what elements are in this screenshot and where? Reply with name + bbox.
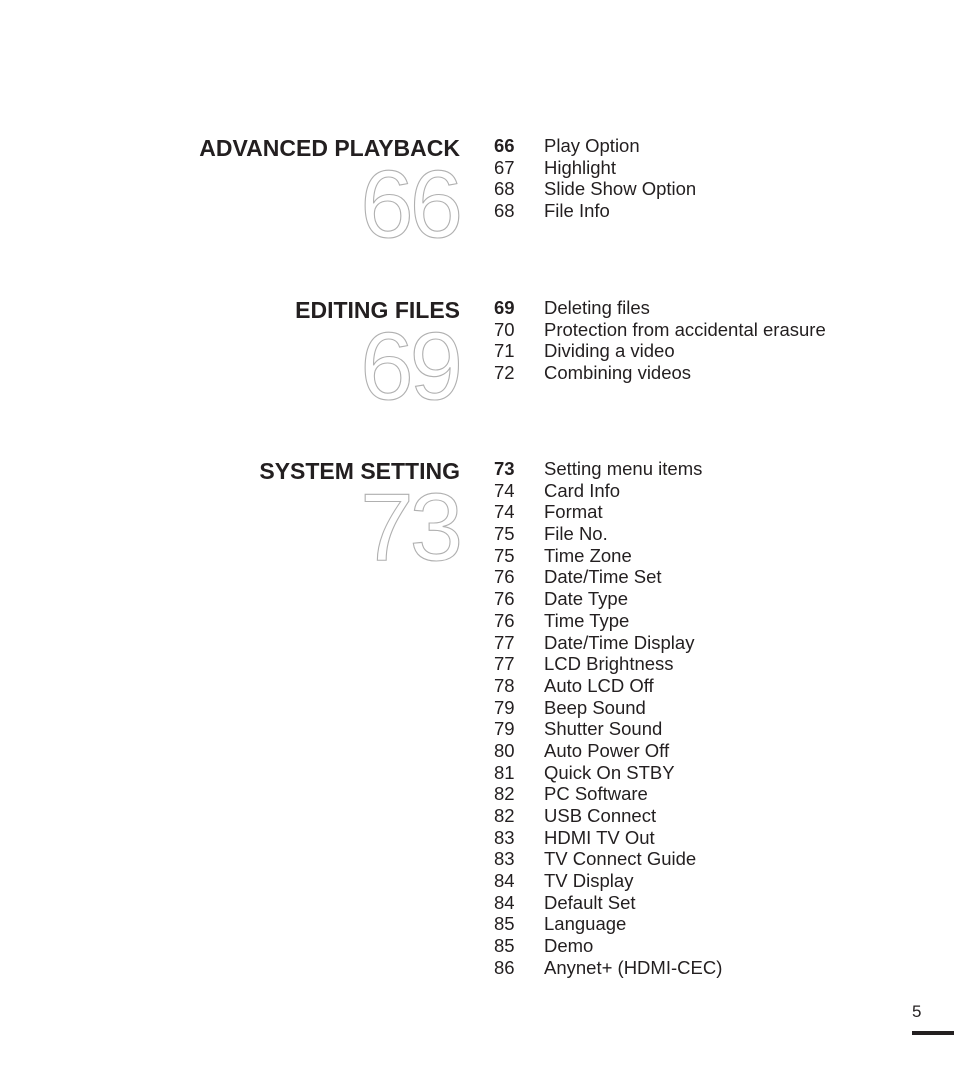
toc-page: 66 (494, 135, 515, 156)
toc-entry[interactable] (494, 362, 826, 384)
section-title: ADVANCED PLAYBACK (199, 135, 460, 161)
toc-page: 68 (494, 178, 515, 200)
toc-label: Card Info (544, 479, 621, 501)
toc-label: Setting menu items (544, 458, 703, 479)
toc-label: USB Connect (544, 805, 657, 826)
toc-label: Date/Time Set (544, 566, 662, 588)
toc-label: LCD Brightness (544, 653, 674, 675)
toc-entry[interactable] (494, 653, 722, 675)
section-title: EDITING FILES (295, 297, 460, 323)
page-number-rule (912, 1031, 954, 1035)
toc-entry[interactable] (494, 523, 722, 545)
toc-entry[interactable] (494, 200, 696, 222)
toc-page: 75 (494, 544, 515, 566)
toc-page: 76 (494, 566, 515, 588)
toc-page: 70 (494, 318, 515, 340)
toc-label: Language (544, 913, 627, 935)
toc-page: 79 (494, 696, 515, 718)
toc-label: Auto LCD Off (544, 674, 654, 696)
page-number: 5 (912, 1002, 922, 1021)
toc-page: 73 (494, 458, 515, 479)
toc-page: 76 (494, 588, 515, 610)
toc-label: TV Connect Guide (544, 848, 697, 870)
toc-page: 82 (494, 805, 515, 826)
toc-label: Deleting files (544, 297, 650, 318)
toc-entry[interactable] (494, 319, 826, 341)
toc-page: 77 (494, 631, 515, 653)
toc-page: 78 (494, 674, 515, 696)
toc-page: 84 (494, 870, 515, 892)
toc-entry[interactable] (494, 501, 722, 523)
toc-label: Time Type (544, 609, 630, 631)
toc-entry[interactable] (494, 340, 826, 362)
toc-label: Slide Show Option (544, 178, 697, 200)
toc-label: File No. (544, 523, 608, 545)
toc-page: 83 (494, 826, 515, 848)
toc-label: Demo (544, 935, 594, 957)
toc-page: 83 (494, 848, 515, 870)
toc-page: 71 (494, 340, 515, 362)
toc-entry[interactable] (494, 870, 722, 892)
toc-page: 74 (494, 479, 515, 501)
toc-label: Dividing a video (544, 340, 675, 362)
toc-entry[interactable] (494, 805, 722, 827)
toc-entry[interactable] (494, 458, 722, 480)
toc-page: 82 (494, 783, 515, 805)
toc-label: Date/Time Display (544, 631, 695, 653)
section-big-number: 73 (360, 474, 459, 581)
toc-page: 84 (494, 891, 515, 913)
toc-entry[interactable] (494, 762, 722, 784)
toc-page: 69 (494, 297, 515, 318)
toc-label: TV Display (544, 870, 634, 892)
toc-page: 68 (494, 200, 515, 222)
toc-entry[interactable] (494, 157, 696, 179)
toc-label: Time Zone (544, 544, 632, 566)
toc-page: 85 (494, 913, 515, 935)
toc-label: Beep Sound (544, 696, 646, 718)
toc-page: 77 (494, 653, 515, 675)
toc-label: Play Option (544, 135, 640, 156)
toc-entry[interactable] (494, 675, 722, 697)
toc-page: 67 (494, 156, 515, 178)
toc-entry[interactable] (494, 740, 722, 762)
toc-page: 85 (494, 935, 515, 957)
toc-entry[interactable] (494, 135, 696, 157)
section-title: SYSTEM SETTING (259, 458, 460, 484)
toc-label: HDMI TV Out (544, 826, 655, 848)
toc-label: Anynet+ (HDMI-CEC) (544, 956, 723, 978)
toc-entry[interactable] (494, 297, 826, 319)
toc-page: 79 (494, 718, 515, 740)
section-big-number: 66 (360, 151, 459, 258)
toc-entry[interactable] (494, 935, 722, 957)
toc-entry[interactable] (494, 913, 722, 935)
toc-page: 74 (494, 501, 515, 523)
toc-entry[interactable] (494, 632, 722, 654)
toc-list (494, 458, 722, 979)
toc-entry[interactable] (494, 566, 722, 588)
toc-page: 76 (494, 609, 515, 631)
toc-entry[interactable] (494, 848, 722, 870)
toc-entry[interactable] (494, 697, 722, 719)
toc-entry[interactable] (494, 892, 722, 914)
toc-entry[interactable] (494, 588, 722, 610)
toc-page: 86 (494, 956, 515, 978)
toc-page: 72 (494, 362, 515, 384)
toc-label: Date Type (544, 588, 628, 610)
toc-entry[interactable] (494, 718, 722, 740)
toc-label: Protection from accidental erasure (544, 318, 826, 340)
toc-label: Shutter Sound (544, 718, 663, 740)
toc-entry[interactable] (494, 545, 722, 567)
toc-entry[interactable] (494, 178, 696, 200)
toc-label: Highlight (544, 156, 616, 178)
toc-label: Default Set (544, 891, 636, 913)
section-big-number: 69 (360, 313, 459, 420)
toc-page: 80 (494, 739, 515, 761)
toc-page: 81 (494, 761, 515, 783)
toc-entry[interactable] (494, 827, 722, 849)
toc-entry[interactable] (494, 480, 722, 502)
toc-label: Format (544, 501, 603, 523)
toc-entry[interactable] (494, 610, 722, 632)
toc-label: Combining videos (544, 362, 692, 384)
toc-list (494, 135, 696, 222)
toc-label: File Info (544, 200, 610, 222)
toc-list (494, 297, 826, 384)
toc-entry[interactable] (494, 957, 722, 979)
toc-page: 75 (494, 523, 515, 545)
toc-entry[interactable] (494, 783, 722, 805)
toc-label: PC Software (544, 783, 648, 805)
toc-label: Quick On STBY (544, 761, 675, 783)
toc-label: Auto Power Off (544, 739, 670, 761)
